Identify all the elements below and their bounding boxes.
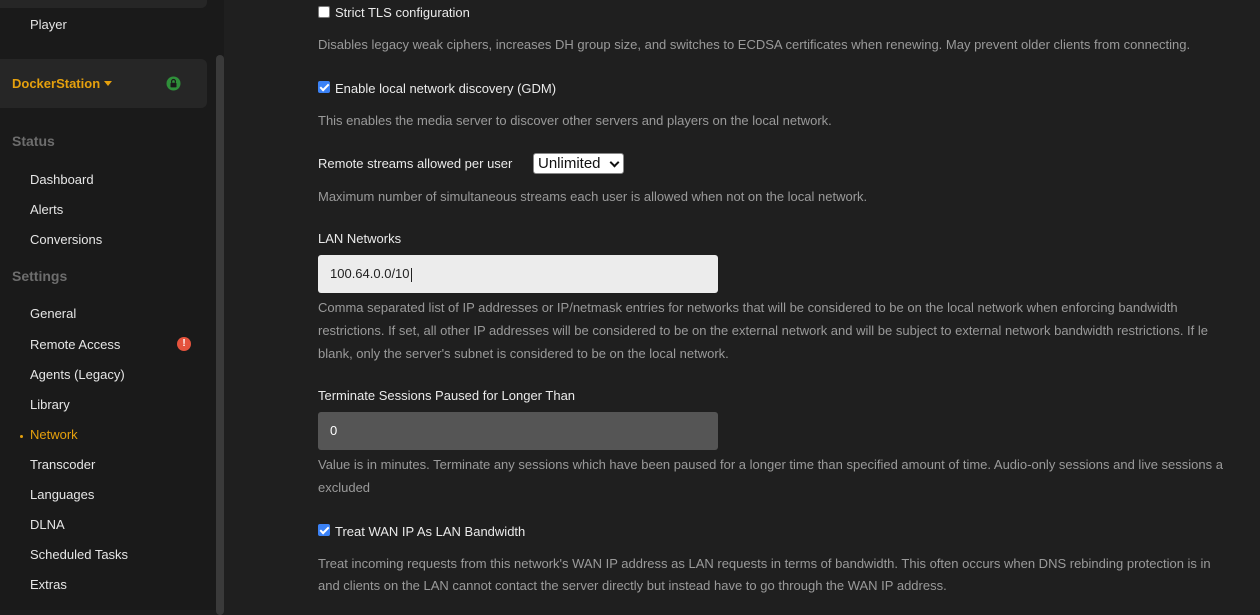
lan-networks-value: 100.64.0.0/10 [330,266,410,281]
sidebar-item-general[interactable]: General [30,306,77,321]
wan-as-lan-label[interactable]: Treat WAN IP As LAN Bandwidth [335,524,526,539]
chevron-down-icon[interactable] [104,81,112,86]
strict-tls-help: Disables legacy weak ciphers, increases DH group size, and switches to ECDSA certificates when renewing. May prevent older clients from connecting. [318,37,1191,52]
sidebar [0,0,224,610]
active-indicator-dot [20,435,23,438]
lan-networks-help-2: restrictions. If set, all other IP addresses will be considered to be on the external network and will be subject to external network bandwidth restrictions. If le [318,323,1208,338]
sidebar-item-remote-access[interactable]: Remote Access [30,337,121,352]
sidebar-item-languages[interactable]: Languages [30,487,95,502]
sidebar-item-player[interactable]: Player [30,17,67,32]
terminate-sessions-input[interactable] [318,412,718,450]
sidebar-item-agents[interactable]: Agents (Legacy) [30,367,125,382]
chevron-down-icon [610,158,620,168]
sidebar-item-scheduled-tasks[interactable]: Scheduled Tasks [30,547,129,562]
sidebar-top-item-block[interactable] [0,0,207,8]
remote-streams-select[interactable] [533,153,624,174]
sidebar-item-conversions[interactable]: Conversions [30,232,103,247]
wan-as-lan-help-2: and clients on the LAN cannot contact the server directly but instead have to go through the WAN IP address. [318,578,947,593]
lan-networks-input[interactable] [318,255,718,293]
gdm-label[interactable]: Enable local network discovery (GDM) [335,81,557,96]
sidebar-scrollbar-thumb[interactable] [216,55,224,615]
sidebar-item-network[interactable]: Network [30,427,78,442]
wan-as-lan-help-1: Treat incoming requests from this network's WAN IP address as LAN requests in terms of bandwidth. This often occurs when DNS rebinding protection is in [318,556,1211,571]
server-name[interactable]: DockerStation [12,76,101,91]
remote-streams-help: Maximum number of simultaneous streams each user is allowed when not on the local network. [318,189,868,204]
remote-streams-label: Remote streams allowed per user [318,156,513,171]
gdm-help: This enables the media server to discover other servers and players on the local network. [318,113,832,128]
sidebar-item-dashboard[interactable]: Dashboard [30,172,94,187]
sidebar-item-library[interactable]: Library [30,397,70,412]
sidebar-item-alerts[interactable]: Alerts [30,202,64,217]
wan-as-lan-checkbox[interactable] [318,524,330,536]
lan-networks-label: LAN Networks [318,231,402,246]
strict-tls-label[interactable]: Strict TLS configuration [335,5,470,20]
lock-icon [166,76,181,91]
terminate-sessions-help-1: Value is in minutes. Terminate any sessions which have been paused for a longer time than specified amount of time. Audio-only sessions and live sessions a [318,457,1223,472]
lan-networks-help-1: Comma separated list of IP addresses or IP/netmask entries for networks that will be considered to be on the local network when enforcing bandwidth [318,300,1178,315]
terminate-sessions-value: 0 [330,423,338,438]
sidebar-item-transcoder[interactable]: Transcoder [30,457,96,472]
strict-tls-checkbox[interactable] [318,6,330,18]
terminate-sessions-label: Terminate Sessions Paused for Longer Than [318,388,576,403]
terminate-sessions-help-2: excluded [318,480,371,495]
sidebar-item-dlna[interactable]: DLNA [30,517,65,532]
text-cursor [411,268,412,282]
sidebar-item-extras[interactable]: Extras [30,577,67,592]
remote-streams-selected-value: Unlimited [538,155,601,172]
status-heading: Status [12,133,55,149]
gdm-checkbox[interactable] [318,81,330,93]
lan-networks-help-3: blank, only the server's subnet is considered to be on the local network. [318,346,729,361]
alert-icon: ! [177,337,191,351]
settings-heading: Settings [12,268,68,284]
